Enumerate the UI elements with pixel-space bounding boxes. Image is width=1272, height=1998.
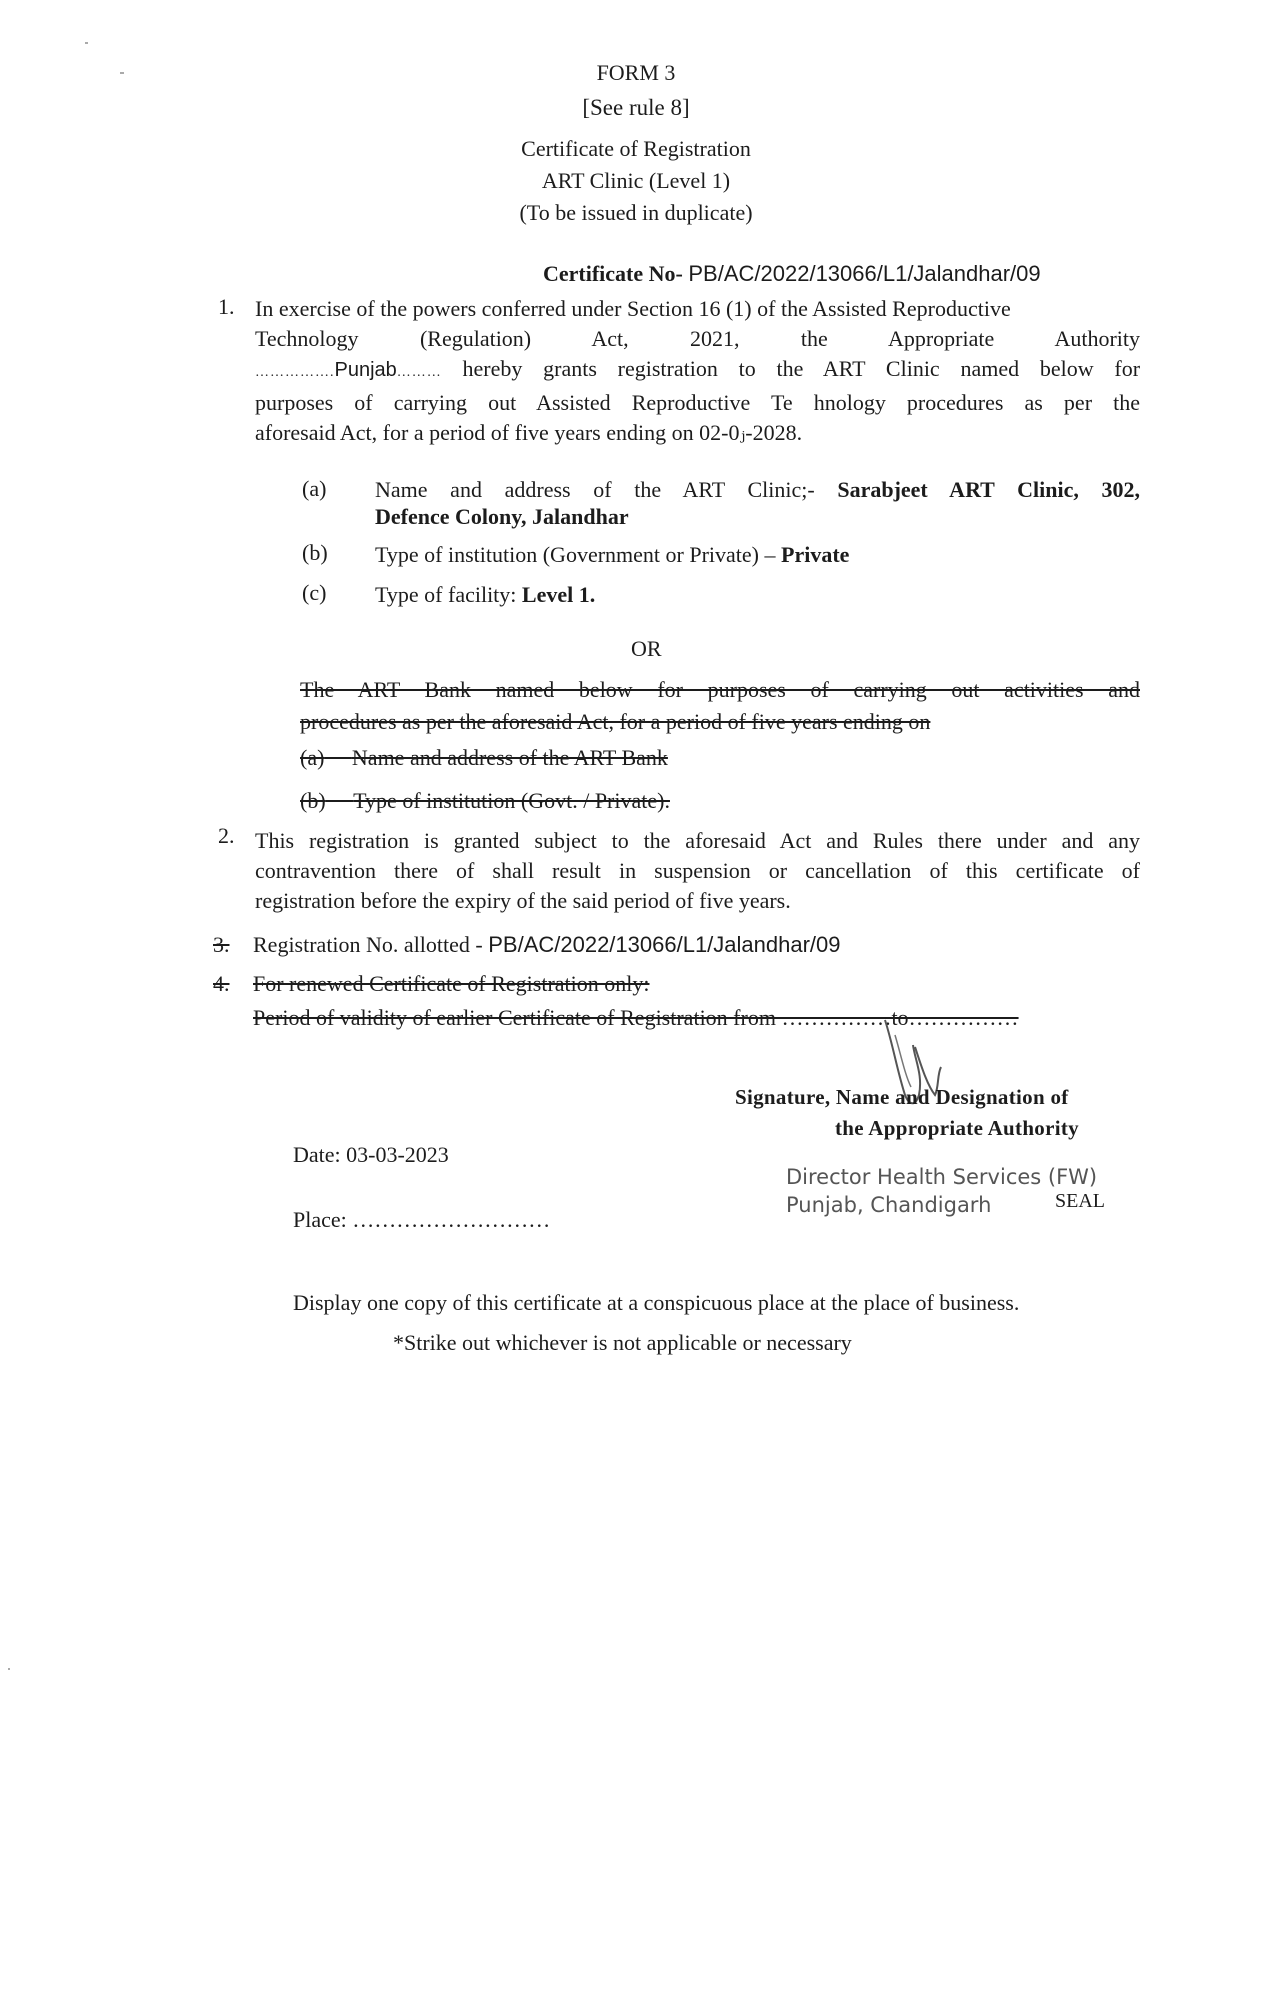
item-a-value-line2: Defence Colony, Jalandhar xyxy=(375,504,629,529)
struck-bank-line2: procedures as per the aforesaid Act, for a period of five years ending on xyxy=(300,709,931,734)
item-c-text: Type of facility: xyxy=(375,582,517,607)
para2-line2: contravention there of shall result in suspension or cancellation of this certificate of xyxy=(255,858,1140,883)
para1-number: 1. xyxy=(218,294,235,319)
para1 xyxy=(255,294,1140,448)
para1-line1: In exercise of the powers conferred under Section 16 (1) of the Assisted Reproductive xyxy=(255,296,1011,321)
item-c-value: Level 1. xyxy=(521,582,596,607)
signature-line1: Signature, Name and Designation of xyxy=(735,1085,1069,1109)
authority-stamp xyxy=(786,1163,1097,1219)
para1-line2 xyxy=(255,324,1140,354)
document-title: Certificate of Registration xyxy=(521,136,751,161)
item-b-label: (b) xyxy=(302,540,328,565)
document-subtitle: ART Clinic (Level 1) xyxy=(541,168,731,193)
para3-number: 3. xyxy=(213,932,230,957)
para2-line3: registration before the expiry of the said period of five years. xyxy=(255,888,791,913)
authority-name: Punjab xyxy=(334,359,397,381)
para1-word: 2021, xyxy=(689,326,740,351)
para2-line1: This registration is granted subject to the aforesaid Act and Rules there under and any xyxy=(255,828,1140,853)
rule-reference: [See rule 8] xyxy=(582,95,690,120)
or-separator: OR xyxy=(631,636,662,661)
para1-word: Appropriate xyxy=(887,326,995,351)
struck-bank-item-b xyxy=(300,788,670,814)
stamp-line2: Punjab, Chandigarh xyxy=(786,1193,992,1217)
item-c-label: (c) xyxy=(302,580,327,605)
para1-word: Technology xyxy=(255,326,359,351)
para4-number: 4. xyxy=(213,971,230,996)
struck-item-a-label: (a) xyxy=(300,745,325,770)
para1-word: Authority xyxy=(1054,326,1140,351)
duplicate-note: (To be issued in duplicate) xyxy=(519,200,753,225)
para2-number: 2. xyxy=(218,823,235,848)
struck-bank-item-a xyxy=(300,745,668,771)
item-c xyxy=(375,582,595,608)
item-b-value: Private xyxy=(781,542,850,567)
issue-date: Date: 03-03-2023 xyxy=(293,1142,449,1167)
scan-speck xyxy=(8,1668,10,1670)
para4-line1: For renewed Certificate of Registration only: xyxy=(253,971,650,996)
para1-word: Act, xyxy=(591,326,629,351)
registration-label: Registration No. allotted - xyxy=(253,932,483,957)
para4-line2: Period of validity of earlier Certificate of Registration from ……………to…………… xyxy=(253,1005,1019,1030)
scan-speck xyxy=(85,42,88,44)
dotted-leader: ……………. xyxy=(255,365,335,380)
certificate-number-label: Certificate No- xyxy=(543,261,683,286)
struck-item-b-label: (b) xyxy=(300,788,326,813)
struck-bank-line1: The ART Bank named below for purposes of carrying out activities and xyxy=(300,677,1140,702)
para2 xyxy=(255,826,1140,916)
struck-item-a-text: Name and address of the ART Bank xyxy=(351,745,668,770)
item-b xyxy=(375,542,849,568)
para1-line4: purposes of carrying out Assisted Reproductive Te hnology procedures as per the xyxy=(255,390,1140,415)
item-a xyxy=(375,476,1140,530)
struck-item-b-text: Type of institution (Govt. / Private). xyxy=(353,788,670,813)
seal-label: SEAL xyxy=(1055,1190,1105,1212)
signature-line2: the Appropriate Authority xyxy=(835,1116,1079,1140)
para1-word: the xyxy=(800,326,828,351)
stamp-line1: Director Health Services (FW) xyxy=(786,1165,1098,1189)
form-number: FORM 3 xyxy=(596,60,676,85)
item-a-text: Name and address of the ART Clinic;- xyxy=(375,477,815,502)
para1-word: (Regulation) xyxy=(419,326,532,351)
certificate-number-value: PB/AC/2022/13066/L1/Jalandhar/09 xyxy=(688,261,1041,286)
display-instruction: Display one copy of this certificate at a conspicuous place at the place of business. xyxy=(293,1290,1020,1315)
para3 xyxy=(253,932,841,958)
para1-line3 xyxy=(255,354,1140,388)
certificate-number xyxy=(543,261,1041,287)
item-a-label: (a) xyxy=(302,476,327,501)
item-b-text: Type of institution (Government or Private) – xyxy=(375,542,776,567)
strike-out-note: *Strike out whichever is not applicable or necessary xyxy=(393,1330,852,1355)
registration-number: PB/AC/2022/13066/L1/Jalandhar/09 xyxy=(488,932,841,957)
para1-line3-text: hereby grants registration to the ART Clinic named below for xyxy=(462,356,1141,381)
para1-line5: aforesaid Act, for a period of five years ending on 02-0ⱼ-2028. xyxy=(255,420,803,445)
issue-place: Place: ……………………… xyxy=(293,1207,551,1232)
item-a-value: Sarabjeet ART Clinic, 302, xyxy=(837,477,1140,502)
dotted-leader: ……… xyxy=(396,365,442,380)
